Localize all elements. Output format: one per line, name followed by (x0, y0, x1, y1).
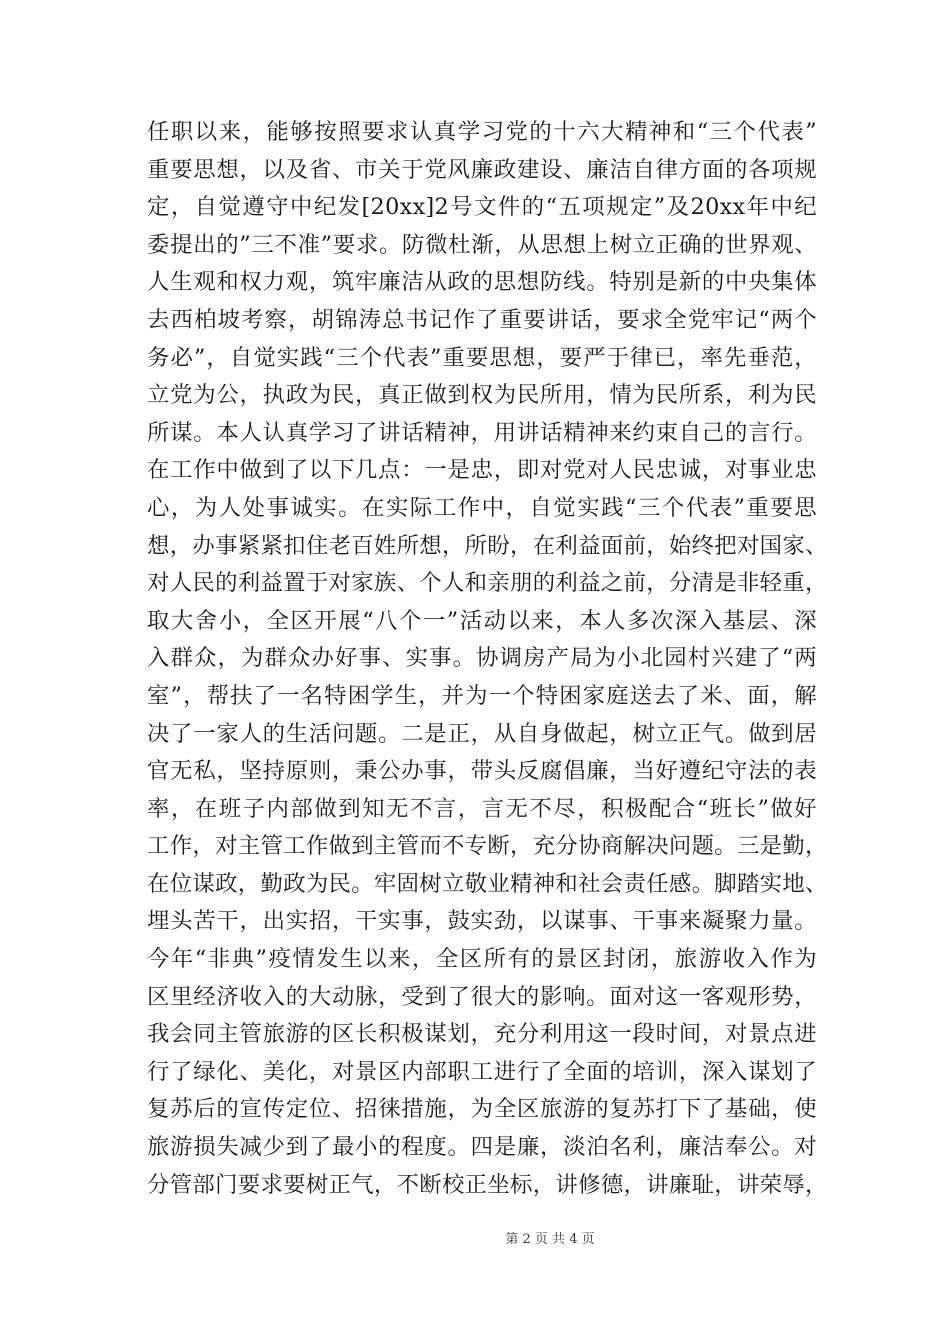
text-line: 工作，对主管工作做到主管而不专断，充分协商解决问题。三是勤， (147, 833, 828, 860)
text-line: 心，为人处事诚实。在实际工作中，自觉实践“三个代表”重要思 (147, 494, 817, 521)
text-line: 所谋。本人认真学习了讲话精神，用讲话精神来约束自己的言行。 (147, 419, 817, 446)
body-text (147, 114, 828, 1204)
text-line: 去西柏坡考察，胡锦涛总书记作了重要讲话，要求全党牢记“两个 (147, 306, 817, 333)
text-line: 行了绿化、美化，对景区内部职工进行了全面的培训，深入谋划了 (147, 1058, 817, 1085)
text-line: 人生观和权力观，筑牢廉洁从政的思想防线。特别是新的中央集体 (147, 269, 817, 296)
text-line: 对人民的利益置于对家族、个人和亲朋的利益之前，分清是非轻重， (147, 570, 828, 597)
text-line: 务必”，自觉实践“三个代表”重要思想，要严于律已，率先垂范， (147, 344, 817, 371)
text-line: 旅游损失减少到了最小的程度。四是廉，淡泊名利，廉洁奉公。对 (147, 1134, 817, 1161)
text-line: 我会同主管旅游的区长积极谋划，充分利用这一段时间，对景点进 (147, 1021, 817, 1048)
text-line: 区里经济收入的大动脉，受到了很大的影响。面对这一客观形势， (147, 983, 817, 1010)
text-line: 室”，帮扶了一名特困学生，并为一个特困家庭送去了米、面，解 (147, 682, 817, 709)
text-line: 决了一家人的生活问题。二是正，从自身做起，树立正气。做到居 (147, 720, 817, 747)
text-line: 今年“非典”疫情发生以来，全区所有的景区封闭，旅游收入作为 (147, 946, 817, 973)
text-line: 官无私，坚持原则，秉公办事，带头反腐倡廉，当好遵纪守法的表 (147, 758, 817, 785)
text-line: 任职以来，能够按照要求认真学习党的十六大精神和“三个代表” (147, 119, 817, 145)
text-line: 想，办事紧紧扣住老百姓所想，所盼，在利益面前，始终把对国家、 (147, 532, 828, 559)
text-line: 定，自觉遵守中纪发[20xx]2号文件的“五项规定”及20xx年中纪 (147, 194, 817, 221)
page-number-footer: 第 2 页 共 4 页 (505, 1232, 595, 1247)
text-line: 重要思想，以及省、市关于党风廉政建设、廉洁自律方面的各项规 (147, 156, 817, 183)
text-line: 在工作中做到了以下几点：一是忠，即对党对人民忠诚，对事业忠 (147, 457, 817, 484)
text-line: 在位谋政，勤政为民。牢固树立敬业精神和社会责任感。脚踏实地、 (147, 870, 828, 897)
text-line: 分管部门要求要树正气，不断校正坐标，讲修德，讲廉耻，讲荣辱， (147, 1171, 828, 1198)
text-line: 复苏后的宣传定位、招徕措施，为全区旅游的复苏打下了基础，使 (147, 1096, 817, 1123)
text-line: 入群众，为群众办好事、实事。协调房产局为小北园村兴建了“两 (147, 645, 817, 672)
text-line: 率，在班子内部做到知无不言，言无不尽，积极配合“班长”做好 (147, 795, 817, 822)
text-line: 立党为公，执政为民，真正做到权为民所用，情为民所系，利为民 (147, 382, 817, 409)
text-line: 取大舍小，全区开展“八个一”活动以来，本人多次深入基层、深 (147, 607, 817, 634)
text-line: 埋头苦干，出实招，干实事，鼓实劲，以谋事、干事来凝聚力量。 (147, 908, 817, 935)
text-line: 委提出的”三不准”要求。防微杜渐，从思想上树立正确的世界观、 (147, 231, 817, 258)
